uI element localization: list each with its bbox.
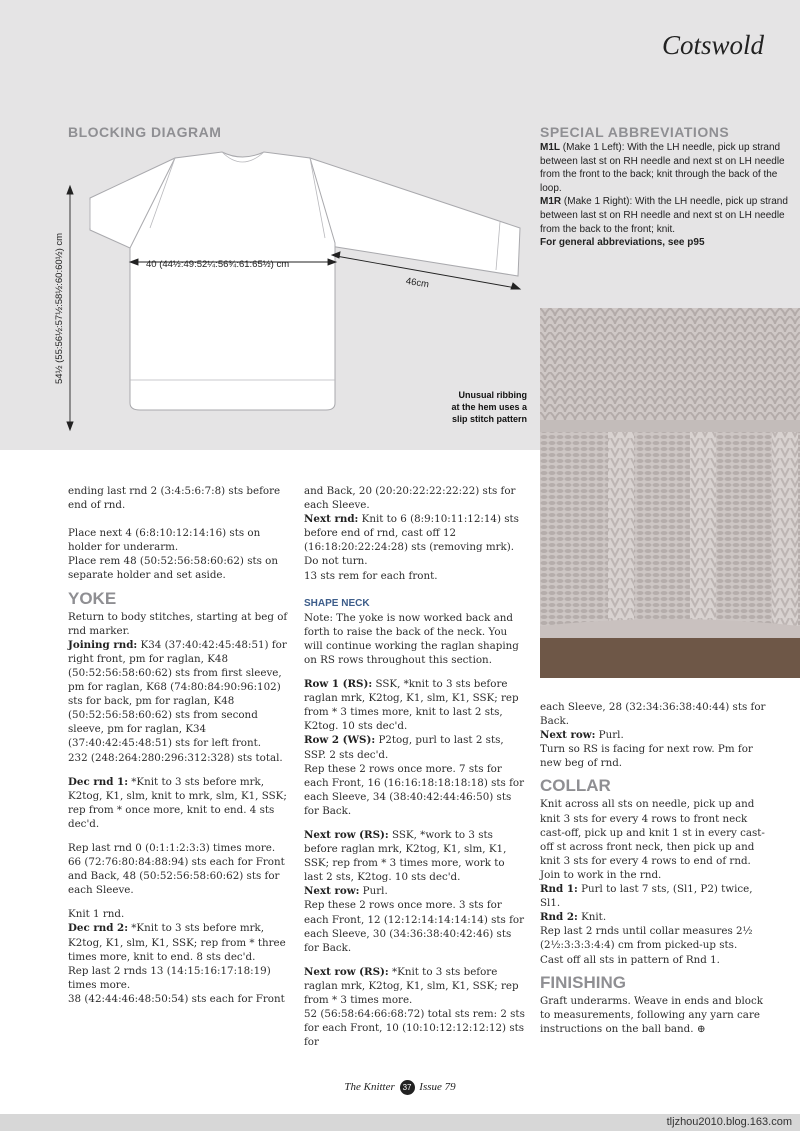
rnd-1-label: Rnd 1: [540,883,578,896]
rnd-1-text: Purl to last 7 sts, (Sl1, P2) twice, Sl1. [540,883,753,910]
footer-issue: Issue 79 [419,1081,456,1094]
dec-rnd-2-text: *Knit to 3 sts before mrk, K2tog, K1, slm, K1, SSK; rep from * three times more, knit to end. 8 sts dec'd. [68,922,286,963]
joining-rnd-text: K34 (37:40:42:45:48:51) for right front, pm for raglan, K48 (50:52:56:58:60:62) sts from first sleeve, pm for raglan, K68 (74:80:84:90:96:102) sts for back, pm for raglan, K48 (50:52:56:58:60:62) sts from second sleeve, pm for raglan, K34 (37:40:42:45:48:51) sts for left front. [68,638,287,750]
row-2-ws-text: P2tog, purl to last 2 sts, SSP. 2 sts dec'd. [304,734,504,761]
next-row-rs-2 [304,965,526,1007]
sleeve-measure-label: 46cm [405,275,430,291]
abbr-m1l [540,141,790,195]
dec-rnd-1 [68,775,290,831]
dec-rnd-2 [68,921,290,963]
abbr-m1l-term: M1L [540,142,560,153]
chest-measure-label: 40 (44½:49:52¼:56¾:61:65½) cm [146,259,290,270]
length-measure-label: 54½ (55:56½:57½:58½:60:60½) cm [54,232,65,384]
col3-next-row-label: Next row: [540,729,596,742]
rnd-2 [540,910,770,924]
text-column-1 [68,484,290,1006]
col1-p8: Knit 1 rnd. [68,908,125,921]
col2-p1: and Back, 20 (20:20:22:22:22:22) sts for each Sleeve. [304,485,516,512]
page-title: Cotswold [661,30,764,60]
col2-p3: Note: The yoke is now worked back and forth to raise the back of the neck. You will continue working the raglan shaping on RS rows throughout this section. [304,611,519,666]
next-row-purl [304,884,526,898]
col3-p1: each Sleeve, 28 (32:34:36:38:40:44) sts for Back. [540,701,766,728]
col3-p3: Knit across all sts on needle, pick up and knit 3 sts for every 4 rows to front neck cast-off, pick up and knit 1 st in every cast-off st across front neck, then pick up and knit 3 sts for every 4 rows to end of rnd. Join to work in the rnd. [540,798,765,881]
photo-caption-line-1: Unusual ribbing [458,390,527,400]
row-1-rs-text: SSK, *knit to 3 sts before raglan mrk, K2tog, K1, slm, K1, SSK; rep from * 3 times more, knit to last 2 sts, K2tog. 10 sts dec'd. [304,678,519,733]
finishing-heading: FINISHING [540,972,626,992]
next-row-purl-text: Purl. [359,885,388,898]
dec-rnd-2-label: Dec rnd 2: [68,922,128,935]
dec-rnd-1-label: Dec rnd 1: [68,775,128,788]
abbr-m1r-text: (Make 1 Right): With the LH needle, pick up strand between last st on RH needle and next st on LH needle from the back to the front; knit. [540,196,788,235]
knit-ribbing-photo [540,308,800,678]
abbr-general [540,236,790,250]
joining-rnd [68,638,290,751]
col2-p2: 13 sts rem for each front. [304,569,438,582]
next-row-rs-1-label: Next row (RS): [304,828,389,841]
rnd-1 [540,882,770,910]
abbreviations-heading: SPECIAL ABBREVIATIONS [540,124,730,140]
col3-p6: Graft underarms. Weave in ends and block to measurements, following any yarn care instructions on the ball band. ⊕ [540,994,763,1035]
photo-caption-line-2: at the hem uses a [451,402,527,412]
col2-p6: 52 (56:58:64:66:68:72) total sts rem: 2 sts for each Front, 10 (10:10:12:12:12:12) sts for [304,1008,525,1049]
joining-rnd-label: Joining rnd: [68,638,138,651]
text-column-3 [540,700,770,1036]
next-row-rs-1 [304,828,526,884]
col3-next-row-text: Purl. [595,729,624,742]
footer-page-number: 37 [400,1080,415,1095]
next-rnd-text: Knit to 6 (8:9:10:11:12:14) sts before end of rnd, cast off 12 (16:18:20:22:24:28) sts (removing mrk). Do not turn. [304,513,519,568]
row-2-ws [304,733,526,761]
col1-p2: Place next 4 (6:8:10:12:14:16) sts on holder for underarm. [68,527,261,554]
col3-p5: Cast off all sts in pattern of Rnd 1. [540,953,720,966]
blocking-diagram [50,148,530,433]
next-rnd-label: Next rnd: [304,513,359,526]
collar-heading: COLLAR [540,776,611,796]
col3-p2: Turn so RS is facing for next row. Pm for new beg of rnd. [540,743,753,770]
col1-p7: 66 (72:76:80:84:88:94) sts each for Front and Back, 48 (50:52:56:58:60:62) sts for each Sleeve. [68,856,285,897]
col1-p1: ending last rnd 2 (3:4:5:6:7:8) sts before end of rnd. [68,485,281,512]
page-footer [0,1080,800,1095]
abbr-m1r-term: M1R [540,196,562,208]
special-abbreviations [540,124,790,250]
col2-p5: Rep these 2 rows once more. 3 sts for each Front, 12 (12:12:14:14:14:14) sts for each Sleeve, 30 (34:36:38:40:42:46) sts for Back. [304,899,525,954]
photo-caption-line-3: slip stitch pattern [451,414,527,424]
next-row-purl-label: Next row: [304,885,360,898]
next-row-rs-1-text: SSK, *work to 3 sts before raglan mrk, K2tog, K1, slm, K1, SSK; rep from * 3 times more, work to last 2 sts, K2tog. 10 sts dec'd. [304,828,507,884]
abbr-m1r [540,195,790,236]
row-2-ws-label: Row 2 (WS): [304,734,376,747]
col2-p4: Rep these 2 rows once more. 7 sts for each Front, 16 (16:16:18:18:18:18) sts for each Sleeve, 34 (38:40:42:44:46:50) sts for Back. [304,762,525,817]
next-row-rs-2-text: *Knit to 3 sts before raglan mrk, K2tog, K1, slm, K1, SSK; rep from * 3 times more. [304,965,519,1006]
col1-p4: Return to body stitches, starting at beg of rnd marker. [68,610,288,637]
row-1-rs-label: Row 1 (RS): [304,678,373,691]
col1-p6: Rep last rnd 0 (0:1:1:2:3:3) times more. [68,841,276,854]
next-rnd [304,512,526,568]
abbr-general-text: For general abbreviations, see p95 [540,237,705,249]
watermark: tljzhou2010.blog.163.com [666,1116,792,1128]
col1-p3: Place rem 48 (50:52:56:58:60:62) sts on separate holder and set aside. [68,555,279,582]
rnd-2-text: Knit. [577,911,607,924]
footer-magazine: The Knitter [344,1081,395,1094]
col1-p10: 38 (42:44:46:48:50:54) sts each for Front [68,992,285,1005]
col1-p5: 232 (248:264:280:296:312:328) sts total. [68,751,283,764]
abbr-m1l-text: (Make 1 Left): With the LH needle, pick up strand between last st on RH needle and next st on LH needle from the front to the back; knit through the back of the loop. [540,142,785,194]
col1-p9: Rep last 2 rnds 13 (14:15:16:17:18:19) times more. [68,964,271,991]
rnd-2-label: Rnd 2: [540,911,578,924]
col3-next-row [540,728,770,742]
dec-rnd-1-text: *Knit to 3 sts before mrk, K2tog, K1, slm, knit to mrk, slm, K1, SSK; rep from * once more, knit to end. 4 sts dec'd. [68,775,287,830]
shape-neck-heading: SHAPE NECK [304,597,370,609]
row-1-rs [304,677,526,733]
text-column-2 [304,484,526,1049]
col3-p4: Rep last 2 rnds until collar measures 2½ (2½:3:3:3:4:4) cm from picked-up sts. [540,925,753,952]
yoke-heading: YOKE [68,588,117,608]
blocking-diagram-heading: BLOCKING DIAGRAM [68,124,222,140]
next-row-rs-2-label: Next row (RS): [304,965,389,978]
